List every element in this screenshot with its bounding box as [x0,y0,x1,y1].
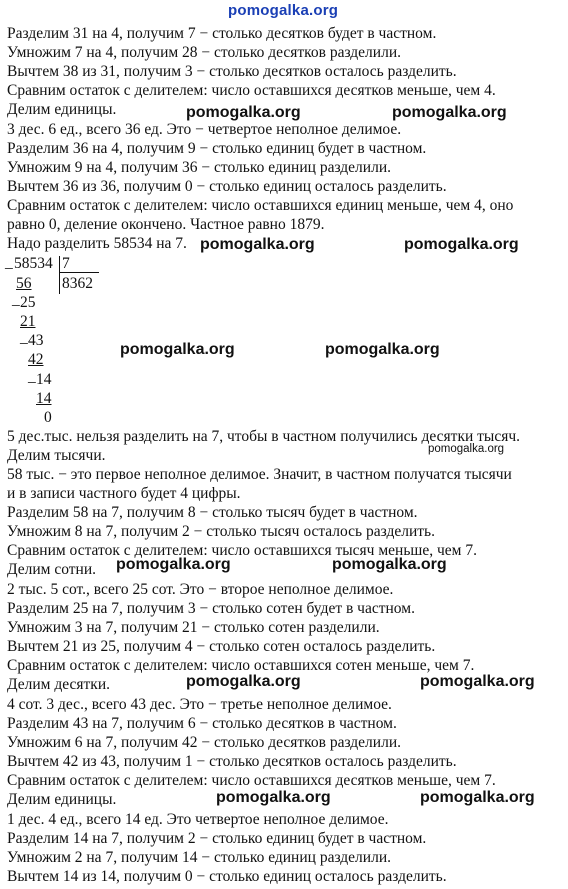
text-line: Делим единицы. [7,101,117,118]
text-line: Вычтем 21 из 25, получим 4 − столько сотен осталось разделить. [7,638,436,655]
text-line: Надо разделить 58534 на 7. [7,235,187,252]
text-line: Умножим 8 на 7, получим 2 − столько тысяч осталось разделить. [7,523,435,540]
division-remainder: 0 [44,409,52,426]
watermark: pomogalka.org [186,673,301,690]
text-line: 2 тыс. 5 сот., всего 25 сот. Это − второе неполное делимое. [7,581,394,598]
division-minus-sign: _ [28,368,36,385]
text-line: и в записи частного будет 4 цифры. [7,485,241,502]
text-line: Разделим 58 на 7, получим 8 − столько тысяч будет в частном. [7,504,418,521]
division-step: 43 [28,332,44,349]
text-line: Делим единицы. [7,791,117,808]
division-minus-sign: _ [5,254,13,271]
text-line: Разделим 25 на 7, получим 3 − столько сотен будет в частном. [7,600,415,617]
text-line: 3 дес. 6 ед., всего 36 ед. Это − четвертое неполное делимое. [7,121,402,138]
text-line: Сравним остаток с делителем: число оставшихся десятков меньше, чем 4. [7,82,496,99]
text-line: Разделим 43 на 7, получим 6 − столько десятков в частном. [7,715,397,732]
division-step: 42 [28,351,44,368]
text-line: Разделим 14 на 7, получим 2 − столько единиц будет в частном. [7,830,427,847]
division-quotient-line [59,272,99,273]
division-step: 14 [36,371,52,388]
text-line: Сравним остаток с делителем: число оставшихся единиц меньше, чем 4, оно [7,197,514,214]
watermark: pomogalka.org [186,104,301,121]
watermark: pomogalka.org [325,341,440,358]
watermark: pomogalka.org [200,236,315,253]
watermark: pomogalka.org [332,556,447,573]
watermark: pomogalka.org [420,673,535,690]
text-line: Делим тысячи. [7,447,106,464]
division-step: 25 [20,294,36,311]
watermark-small: pomogalka.org [428,443,505,455]
watermark: pomogalka.org [404,236,519,253]
text-line: Вычтем 14 из 14, получим 0 − столько единиц осталось разделить. [7,868,447,885]
text-line: Делим десятки. [7,676,110,693]
text-line: Умножим 2 на 7, получим 14 − столько единиц разделили. [7,849,391,866]
division-minus-sign: _ [20,329,28,346]
watermark: pomogalka.org [216,789,331,806]
text-line: Умножим 7 на 4, получим 28 − столько десятков разделили. [7,44,401,61]
text-line: 5 дес.тыс. нельзя разделить на 7, чтобы в частном получились десятки тысяч. [7,428,521,445]
text-line: Умножим 3 на 7, получим 21 − столько сотен разделили. [7,619,380,636]
division-dividend: 58534 [14,255,53,272]
watermark: pomogalka.org [120,341,235,358]
text-line: Сравним остаток с делителем: число оставшихся десятков меньше, чем 7. [7,772,496,789]
division-step: 14 [36,390,52,407]
division-minus-sign: _ [12,291,20,308]
division-divisor: 7 [62,255,70,272]
watermark: pomogalka.org [420,789,535,806]
text-line: Сравним остаток с делителем: число оставшихся сотен меньше, чем 7. [7,657,475,674]
text-line: 58 тыс. − это первое неполное делимое. Значит, в частном получатся тысячи [7,466,512,483]
text-line: Вычтем 36 из 36, получим 0 − столько единиц осталось разделить. [7,178,447,195]
text-line: Разделим 31 на 4, получим 7 − столько десятков будет в частном. [7,25,437,42]
text-line: Вычтем 42 из 43, получим 1 − столько десятков осталось разделить. [7,753,457,770]
division-step: 56 [16,275,32,292]
text-line: Разделим 36 на 4, получим 9 − столько единиц будет в частном. [7,140,427,157]
text-line: Делим сотни. [7,561,97,578]
watermark-top: pomogalka.org [228,2,339,19]
text-line: равно 0, деление окончено. Частное равно 1879. [7,216,325,233]
text-line: 4 сот. 3 дес., всего 43 дес. Это − третье неполное делимое. [7,696,392,713]
division-step: 21 [20,313,36,330]
text-line: Вычтем 38 из 31, получим 3 − столько десятков осталось разделить. [7,63,457,80]
text-line: 1 дес. 4 ед., всего 14 ед. Это четвертое неполное делимое. [7,811,389,828]
text-line: Умножим 9 на 4, получим 36 − столько единиц разделили. [7,159,391,176]
text-line: Сравним остаток с делителем: число оставшихся тысяч меньше, чем 7. [7,542,477,559]
division-quotient: 8362 [62,275,93,292]
watermark: pomogalka.org [116,556,231,573]
division-vertical-bar [59,256,60,294]
text-line: Умножим 6 на 7, получим 42 − столько десятков разделили. [7,734,401,751]
watermark: pomogalka.org [392,104,507,121]
